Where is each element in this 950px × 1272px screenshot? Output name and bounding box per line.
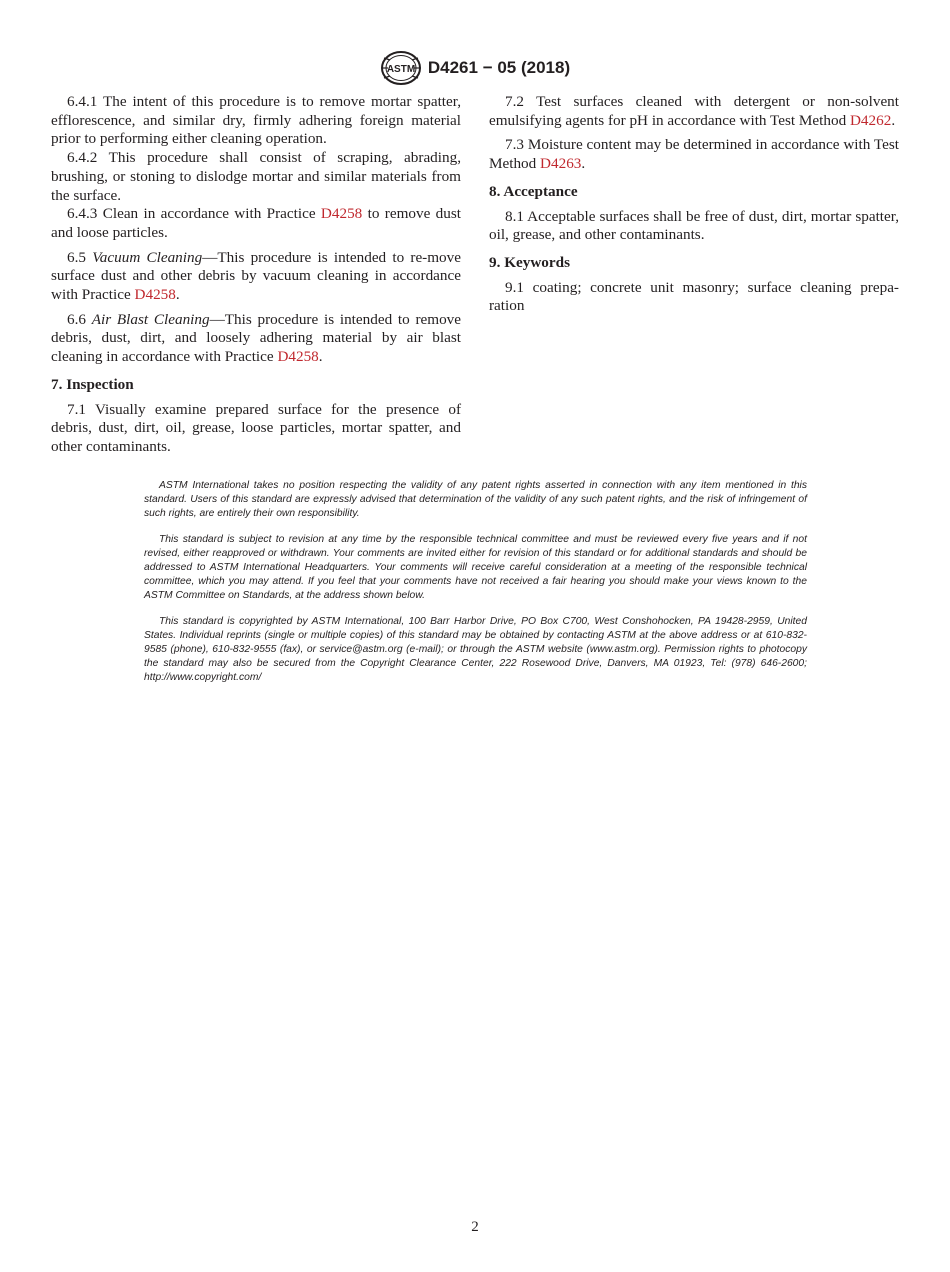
- section-heading-keywords: 9. Keywords: [489, 253, 570, 271]
- link-d4262[interactable]: D4262: [849, 111, 892, 129]
- paragraph-6-6: 6.6 Air Blast Cleaning—This procedure is intended to remove debris, dust, dirt, and loosely adhering material by air blast cleaning in accordance with Practice D4258.: [51, 310, 462, 366]
- link-d4258[interactable]: D4258: [277, 348, 319, 366]
- paragraph-6-4-3: 6.4.3 Clean in accordance with Practice D4258 to remove dust and loose particles.: [51, 205, 461, 241]
- paragraph-9-1: 9.1 coating; concrete unit masonry; surface cleaning prepa-ration: [489, 278, 899, 315]
- paragraph-6-4-2: 6.4.2 This procedure shall consist of scraping, abrading, brushing, or stoning to dislodge mortar and similar materials from the surface.: [51, 149, 461, 204]
- link-d4263[interactable]: D4263: [540, 155, 582, 173]
- patent-notice: ASTM International takes no position respecting the validity of any patent rights asserted in connection with any item mentioned in this standard. Users of this standard are expressly advised that determination of the validity of any such patent rights, and the risk of infringement of such rights, are entirely their own responsibility.: [144, 480, 807, 519]
- section-heading-inspection: 7. Inspection: [51, 375, 134, 393]
- paragraph-7-1: 7.1 Visually examine prepared surface for the presence of debris, dust, dirt, oil, grease, loose particles, mortar spatter, and other contaminants.: [51, 400, 461, 455]
- section-heading-acceptance: 8. Acceptance: [489, 182, 578, 200]
- paragraph-6-5: 6.5 Vacuum Cleaning—This procedure is intended to re-move surface dust and other debris by vacuum cleaning in accordance with Practice D4258.: [51, 248, 461, 304]
- logo-text: ASTM: [386, 64, 416, 75]
- legal-notices: [144, 479, 807, 697]
- vacuum-cleaning-title: Vacuum Cleaning: [92, 248, 203, 266]
- paragraph-7-2: 7.2 Test surfaces cleaned with detergent or non-solvent emulsifying agents for pH in accordance with Test Method D4262.: [489, 93, 899, 129]
- paragraph-8-1: 8.1 Acceptable surfaces shall be free of dust, dirt, mortar spatter, oil, grease, and other contaminants.: [489, 207, 899, 244]
- page-number: 2: [471, 1219, 479, 1235]
- link-d4258[interactable]: D4258: [134, 286, 176, 304]
- page-header: [0, 50, 950, 86]
- left-column: [51, 93, 461, 457]
- astm-logo-icon: [380, 50, 422, 86]
- paragraph-6-4-1: 6.4.1 The intent of this procedure is to remove mortar spatter, efflorescence, and similar dry, firmly adhering foreign material prior to performing either cleaning operation.: [51, 93, 461, 148]
- revision-notice: This standard is subject to revision at any time by the responsible technical committee and must be reviewed every five years and if not revised, either reapproved or withdrawn. Your comments are invited either for revision of this standard or for additional standards and should be addressed to ASTM International Headquarters. Your comments will receive careful consideration at a meeting of the responsible technical committee, which you may attend. If you feel that your comments have not received a fair hearing you should make your views known to the ASTM Committee on Standards, at the address shown below.: [144, 534, 807, 601]
- paragraph-7-3: 7.3 Moisture content may be determined in accordance with Test Method D4263.: [489, 136, 899, 173]
- document-designation: D4261 − 05 (2018): [427, 58, 571, 77]
- right-column: [489, 93, 899, 316]
- copyright-notice: This standard is copyrighted by ASTM International, 100 Barr Harbor Drive, PO Box C700, West Conshohocken, PA 19428-2959, United States. Individual reprints (single or multiple copies) of this standard may be obtained by contacting ASTM at the above address or at 610-832-9585 (phone), 610-832-9555 (fax), or service@astm.org (e-mail); or through the ASTM website (www.astm.org). Permission rights to photocopy the standard may also be secured from the Copyright Clearance Center, 222 Rosewood Drive, Danvers, MA 01923, Tel: (978) 646-2600; http://www.copyright.com/: [144, 616, 807, 683]
- air-blast-cleaning-title: Air Blast Cleaning: [91, 310, 210, 328]
- link-d4258[interactable]: D4258: [320, 205, 363, 223]
